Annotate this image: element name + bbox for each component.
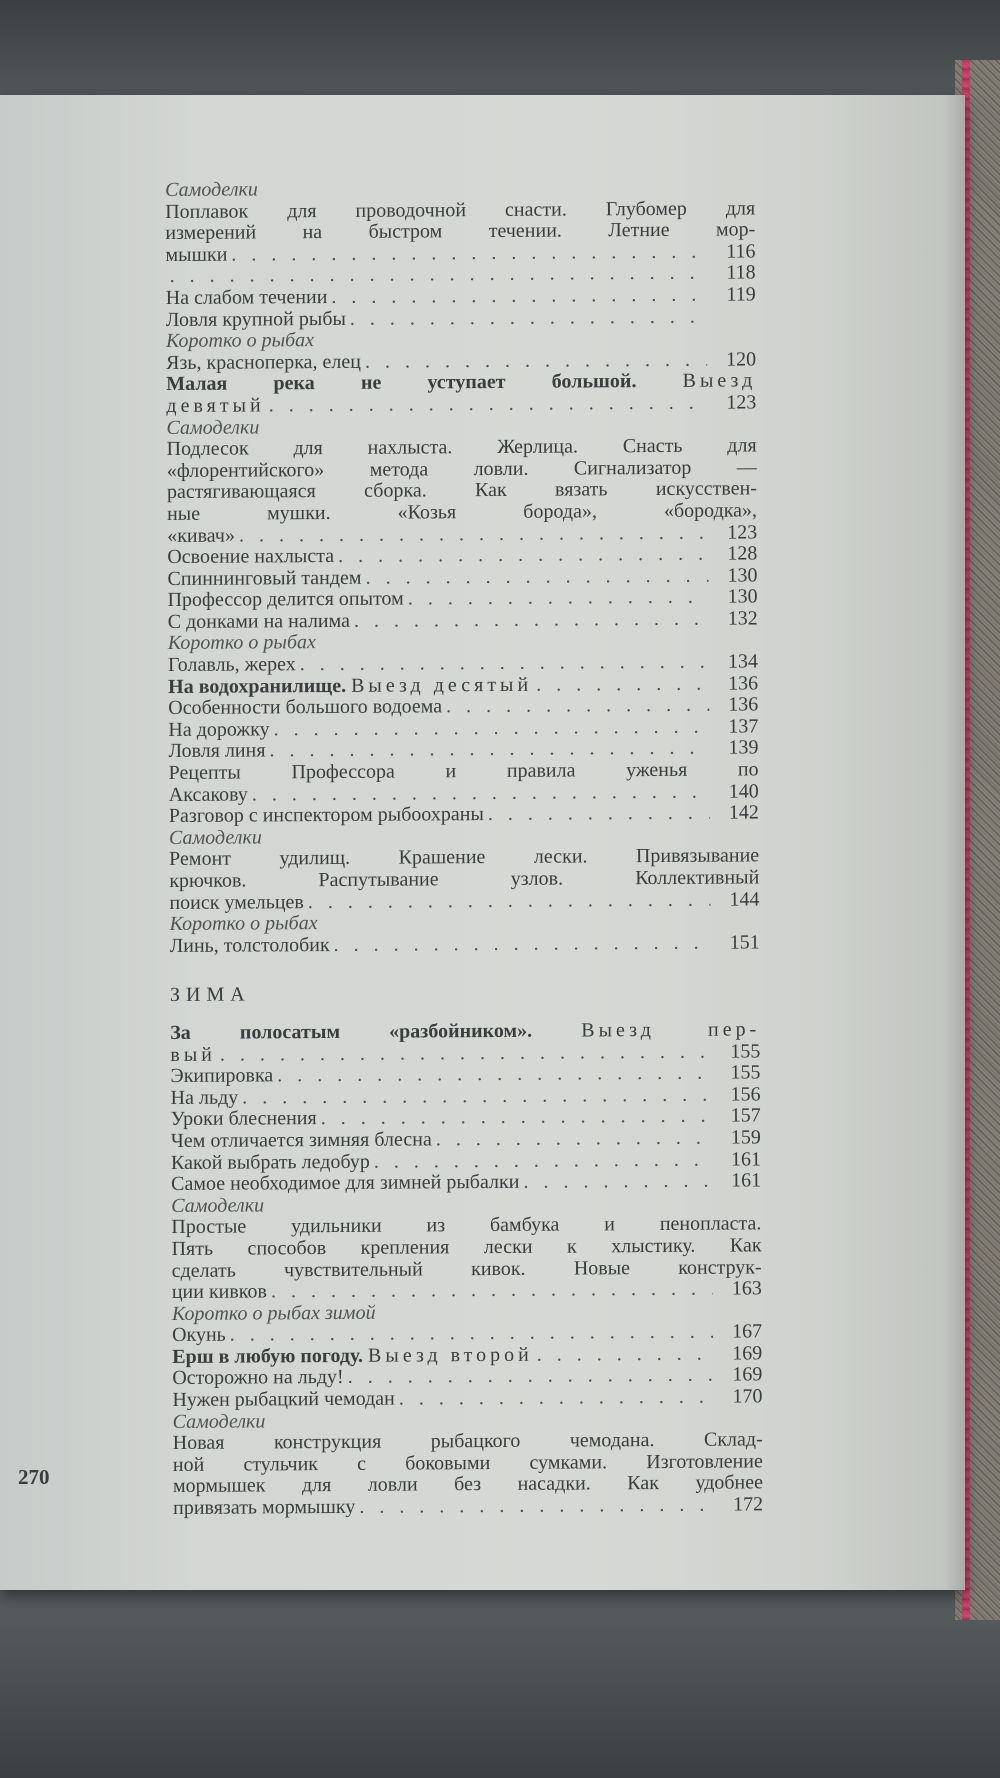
leader-dots — [446, 695, 709, 718]
toc-chapter-trip: Выезд пер- — [581, 1018, 761, 1042]
toc-entry-last-line — [173, 1494, 763, 1519]
leader-dots — [374, 1149, 712, 1173]
toc-entry — [166, 371, 756, 418]
toc-entry-text-line: Простые удильники из бамбука и пенопласта. — [171, 1212, 762, 1239]
toc-entry-text-line: растягивающаяся сборка. Как вязать искусствен- — [166, 477, 757, 504]
toc-entry-title: Осторожно на льду! — [172, 1366, 344, 1390]
toc-entry-text-line: Поплавок для проводочной снасти. Глубомер для — [165, 196, 756, 223]
toc-entry-page: 128 — [727, 542, 758, 565]
toc-entry-title: ции кивков — [171, 1280, 267, 1304]
toc-entry-page: 119 — [726, 283, 756, 306]
toc-part-summer — [165, 176, 760, 957]
leader-dots — [338, 544, 708, 568]
toc-entry-title: На льду — [170, 1086, 239, 1109]
toc-entry — [169, 759, 759, 806]
toc-subheading: Самоделки — [171, 1194, 265, 1217]
leader-dots — [239, 522, 708, 546]
toc-entry-title: Язь, красноперка, елец — [166, 350, 362, 374]
toc-entry — [170, 932, 760, 957]
background-desk — [0, 1590, 1000, 1778]
toc-entry-title: На слабом течении — [165, 285, 328, 309]
leader-dots — [231, 241, 706, 265]
toc-entry-title: Уроки блеснения — [170, 1107, 317, 1131]
toc-entry-title: мышки — [165, 243, 228, 266]
toc-entry-page: 116 — [726, 240, 756, 263]
toc-entry-page: 155 — [730, 1039, 761, 1063]
leader-dots — [274, 717, 710, 741]
toc-subheading: Самоделки — [164, 178, 258, 201]
leader-dots — [230, 1322, 713, 1347]
section-title: ЗИМА — [169, 983, 251, 1007]
leader-dots — [271, 1279, 713, 1303]
toc-entry-page: 167 — [731, 1320, 763, 1343]
toc-chapter-title: За полосатым «разбойником». — [170, 1019, 533, 1044]
leader-dots — [523, 1171, 712, 1194]
toc-entry-page: 118 — [726, 261, 756, 284]
toc-entry-title: Освоение нахлыста — [167, 545, 335, 569]
leader-dots — [300, 652, 709, 676]
toc-entry-title: Спиннинговый тандем — [167, 566, 362, 590]
toc-entry-page: 156 — [730, 1083, 761, 1106]
toc-entry-title: «кивач» — [167, 524, 235, 547]
leader-dots — [537, 1344, 714, 1367]
toc-entry — [170, 1019, 760, 1066]
toc-entry-page: 136 — [728, 672, 759, 695]
toc-entry-title: поиск умельцев — [169, 890, 304, 914]
toc-entry — [167, 436, 758, 548]
toc-entry-title: привязать мормышку — [173, 1495, 356, 1520]
leader-dots — [277, 1063, 711, 1087]
toc-entry-page: 142 — [728, 801, 759, 824]
toc-entry-title: Особенности большого водоема — [168, 695, 443, 720]
toc-entry-page: 130 — [727, 564, 758, 587]
toc-entry-page: 123 — [726, 391, 757, 414]
leader-dots — [308, 889, 711, 913]
leader-dots — [488, 803, 710, 826]
toc-entry-text-line: Подлесок для нахлыста. Жерлица. Снасть для — [166, 434, 757, 461]
toc-entry-text-line: Новая конструкция рыбацкого чемодана. Склад- — [172, 1428, 763, 1455]
toc-entry-text-line: ные мушки. «Козья борода», «бородка», — [166, 499, 758, 525]
toc-chapter-trip-cont: вый — [170, 1043, 217, 1066]
toc-entry-text-line: Рецепты Профессора и правила уженья по — [168, 758, 759, 785]
toc-chapter-line — [168, 674, 532, 698]
toc-entry-text-line: мормышек для ловли без насадки. Как удобнее — [172, 1471, 764, 1498]
leader-dots — [365, 565, 708, 589]
leader-dots — [334, 932, 711, 956]
toc-subheading: Коротко о рыбах зимой — [171, 1301, 376, 1325]
toc-subheading: Самоделки — [166, 415, 260, 439]
toc-entry-page: 120 — [726, 348, 757, 371]
table-of-contents — [165, 176, 763, 1519]
toc-chapter-trip: Выезд — [682, 369, 757, 393]
toc-entry-page: 155 — [730, 1061, 761, 1084]
toc-entry — [171, 1214, 762, 1304]
leader-dots — [436, 1128, 712, 1151]
toc-entry-page: 170 — [732, 1385, 763, 1408]
toc-entry-title: Голавль, жерех — [167, 653, 296, 677]
toc-entry-page: 169 — [732, 1363, 763, 1387]
toc-entry-title: Экипировка — [170, 1064, 274, 1088]
toc-chapter-trip: Выезд второй — [367, 1343, 533, 1367]
toc-entry-title: Чем отличается зимняя блесна — [170, 1128, 432, 1152]
leader-dots — [399, 1387, 714, 1411]
toc-entry-page: 134 — [727, 650, 759, 673]
toc-entry-title: Аксакову — [168, 783, 248, 806]
toc-entry-title: Какой выбрать ледобур — [170, 1150, 370, 1174]
toc-entry-page: 161 — [731, 1169, 762, 1192]
toc-entry-text-line: Пять способов крепления лески к хлыстику. Как — [171, 1234, 762, 1260]
toc-entry-page: 137 — [728, 715, 759, 738]
page-number: 270 — [18, 1465, 50, 1489]
toc-subheading: Самоделки — [172, 1410, 266, 1433]
leader-dots — [354, 609, 709, 633]
toc-entry — [173, 1430, 764, 1520]
leader-dots — [242, 1084, 712, 1108]
toc-entry-page: 130 — [727, 585, 758, 608]
toc-entry-title: Профессор делится опытом — [167, 587, 404, 612]
leader-dots — [220, 1041, 712, 1066]
toc-entry-title: Нужен рыбацкий чемодан — [172, 1387, 395, 1412]
toc-entry-text-line: Ремонт удилищ. Крашение лески. Привязывание — [169, 844, 760, 871]
toc-subheading: Коротко о рыбах — [165, 329, 315, 353]
toc-entry — [165, 198, 755, 266]
toc-entry-title: На дорожку — [168, 718, 270, 741]
toc-part-winter — [170, 1019, 763, 1519]
book-page — [0, 95, 965, 1590]
toc-subheading: Коротко о рыбах — [169, 912, 318, 936]
toc-entry-title: Линь, толстолобик — [169, 933, 330, 957]
leader-dots — [350, 306, 707, 330]
toc-entry-page: 144 — [729, 887, 760, 911]
toc-chapter-trip: Выезд десятый — [350, 673, 533, 697]
toc-entry-page: 159 — [730, 1126, 761, 1149]
leader-dots — [536, 673, 709, 696]
leader-dots — [408, 587, 709, 610]
toc-entry-page: 172 — [733, 1493, 764, 1516]
toc-subheading: Самоделки — [168, 826, 262, 849]
toc-chapter-title: На водохранилище. — [168, 674, 347, 698]
background-wall — [0, 0, 1000, 105]
toc-entry-text-line: «флорентийского» метода ловли. Сигнализатор — — [166, 456, 757, 482]
toc-chapter-title: Ерш в любую погоду. — [172, 1344, 364, 1368]
toc-entry-page: 161 — [730, 1147, 762, 1171]
toc-entry-page: 139 — [728, 736, 759, 760]
toc-entry-page: 123 — [727, 520, 758, 544]
leader-dots — [331, 285, 706, 309]
toc-chapter-title: Малая река не уступает большой. — [166, 370, 637, 396]
toc-entry-text-line: сделать чувствительный кивок. Новые конструк- — [171, 1255, 762, 1282]
toc-chapter-trip-cont: девятый — [166, 394, 265, 417]
toc-entry-title: Окунь — [171, 1323, 226, 1347]
toc-entry-text-line: измерений на быстром течении. Летние мор- — [165, 218, 756, 245]
toc-entry-title: С донками на налима — [167, 609, 351, 633]
toc-entry-text-line: крючков. Распутывание узлов. Коллективный — [169, 866, 760, 892]
toc-entry-page: 163 — [731, 1277, 762, 1300]
leader-dots — [348, 1365, 714, 1389]
toc-entry-title: Ловля линя — [168, 739, 266, 763]
leader-dots — [269, 393, 708, 417]
toc-entry-title: Ловля крупной рыбы — [165, 307, 346, 331]
leader-dots — [252, 781, 710, 805]
toc-entry-page: 140 — [728, 780, 759, 803]
toc-entry-page: 132 — [727, 607, 758, 630]
toc-entry-page: 169 — [732, 1342, 763, 1365]
toc-subheading: Коротко о рыбах — [167, 631, 316, 655]
toc-entry-page: 157 — [730, 1104, 761, 1127]
leader-dots — [359, 1495, 714, 1519]
toc-chapter-line — [172, 1345, 533, 1369]
toc-entry-text-line: ной стульчик с боковыми сумками. Изготовление — [172, 1450, 763, 1476]
toc-entry-last-line — [170, 932, 760, 957]
toc-entry — [169, 846, 759, 914]
toc-entry-title: Разговор с инспектором рыбоохраны — [168, 803, 484, 828]
toc-entry-page: 136 — [728, 693, 759, 716]
toc-entry-page: 151 — [729, 931, 760, 954]
toc-entry-title: Самое необходимое для зимней рыбалки — [171, 1170, 520, 1196]
leader-dots — [321, 1106, 712, 1130]
